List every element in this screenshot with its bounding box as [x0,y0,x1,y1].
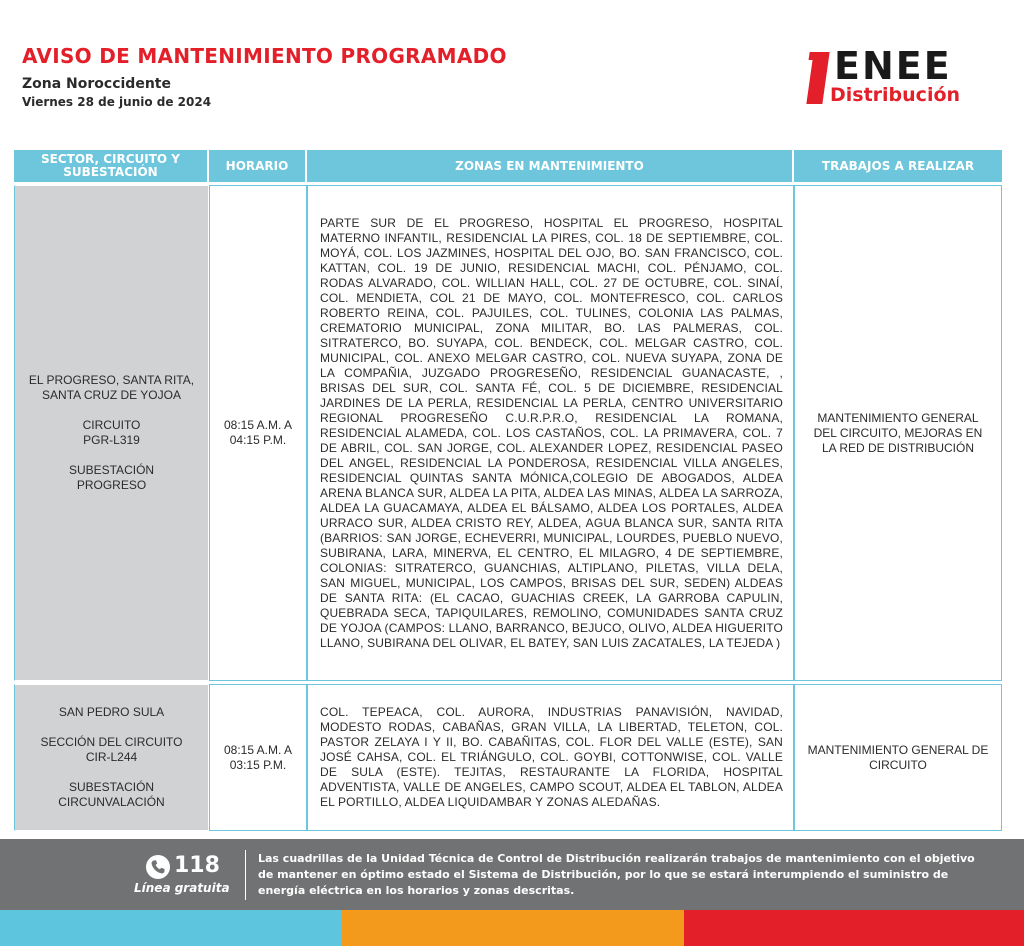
trabajos-cell: MANTENIMIENTO GENERAL DE CIRCUITO [794,684,1002,831]
color-bar-orange [342,910,684,946]
horario-start: 08:15 A.M. A [223,418,293,432]
header-sector: SECTOR, CIRCUITO Y SUBESTACIÓN [14,150,209,182]
horario-cell [209,684,307,831]
logo-brand: ENEE [834,44,952,88]
substation-name: PROGRESO [76,478,147,492]
table-row [14,684,1002,831]
sector-line: EL PROGRESO, SANTA RITA, [28,373,195,387]
substation-label: SUBESTACIÓN [68,463,155,477]
circuit-label: SECCIÓN DEL CIRCUITO [40,735,183,749]
enee-logo [806,44,996,108]
sector-line: SANTA CRUZ DE YOJOA [42,388,181,402]
circuit-label: CIRCUITO [82,418,141,432]
header-trabajos: TRABAJOS A REALIZAR [794,150,1002,182]
table-header-row [14,150,1002,182]
substation-name: CIRCUNVALACIÓN [58,795,165,809]
zonas-cell: PARTE SUR DE EL PROGRESO, HOSPITAL EL PROGRESO, HOSPITAL MATERNO INFANTIL, RESIDENCIAL LA PIRES, COL. 18 DE SEPTIEMBRE, COL. MOYÁ, COL. LOS JAZMINES, HOSPITAL DEL OJO, BO. SAN FRANCISCO, COL. KATTAN, COL. 19 DE JUNIO, RESIDENCIAL MACHI, COL. PÉNJAMO, COL. RODAS ALVARADO, COL. WILLIAN HALL, COL. 27 DE OCTUBRE, COL. SINAÍ, COL. MENDIETA, COL 21 DE MAYO, COL. MONTEFRESCO, COL. CARLOS ROBERTO REINA, COL. PAJUILES, COL. TULINES, COLONIA LAS PALMAS, CREMATORIO MUNICIPAL, ZONA MILITAR, BO. LAS PALMERAS, COL. SITRATERCO, BO. SUYAPA, COL. BENDECK, COL. MELGAR CASTRO, COL. MUNICIPAL, COL. ANEXO MELGAR CASTRO, COL. NUEVA SUYAPA, ZONA DE LA COMPAÑIA, JUZGADO PROGRESEÑO, RESIDENCIAL GUANACASTE, , BRISAS DEL SUR, COL. SANTA FÉ, COL. 5 DE DICIEMBRE, RESIDENCIAL JARDINES DE LA PERLA, RESIDENCIAL LA PERLA, CENTRO UNIVERSITARIO REGIONAL PROGRESEÑO C.U.R.P.R.O, RESIDENCIAL LA ROMANA, RESIDENCIAL ALAMEDA, COL. LOS CASTAÑOS, COL. LA PRIMAVERA, COL. 7 DE ABRIL, COL. SAN JORGE, COL. ALEXANDER LOPEZ, RESIDENCIAL PASEO DEL ANGEL, RESIDENCIAL LA PONDEROSA, RESIDENCIAL VILLA ANGELES, RESIDENCIAL QUINTAS SANTA MÓNICA,COLEGIO DE ABOGADOS, ALDEA ARENA BLANCA SUR, ALDEA LA PITA, ALDEA LAS MINAS, ALDEA LA SARROZA, ALDEA LA GUACAMAYA, ALDEA EL BÁLSAMO, ALDEA LOS PORTALES, ALDEA URRACO SUR, ALDEA CRISTO REY, ALDEA, AGUA BLANCA SUR, SANTA RITA (BARRIOS: SAN JORGE, ECHEVERRI, MUNICIPAL, LOURDES, PUEBLO NUEVO, SUBIRANA, LARA, MINERVA, EL CENTRO, EL MILAGRO, 4 DE SEPTIEMBRE, COLONIAS: SITRATERCO, GUANCHIAS, ALTIPLANO, PILETAS, VILLA DELA, SAN MIGUEL, MUNICIPAL, LOS CAMPOS, BRISAS DEL SUR, SEDEN) ALDEAS DE SANTA RITA: (EL CACAO, GUACHIAS CREEK, LA GARROBA CAPULIN, QUEBRADA SECA, TAPIQUILARES, REMOLINO, COMUNIDADES SANTA CRUZ DE YOJOA (CAMPOS: LLANO, BARRANCO, BEJUCO, OLIVO, ALDEA HIGUERITO LLANO, SUBIRANA DEL OLIVAR, EL BATEY, SAN LUIS ZACATALES, LA TEJEDA ) [307,185,794,681]
sector-cell [14,684,209,831]
maintenance-table [14,150,1002,831]
page-title: AVISO DE MANTENIMIENTO PROGRAMADO [22,44,507,68]
phone-number: 118 [174,853,220,878]
horario-end: 03:15 P.M. [229,757,287,772]
header-horario: HORARIO [209,150,307,182]
zonas-cell: COL. TEPEACA, COL. AURORA, INDUSTRIAS PANAVISIÓN, NAVIDAD, MODESTO RODAS, CABAÑAS, GRAN VILLA, LA LIBERTAD, TELETON, COL. PASTOR ZELAYA I Y II, BO. CABAÑITAS, COL. FLOR DEL VALLE (ESTE), SAN JOSÉ CAHSA, COL. EL TRIÁNGULO, COL. GOYBI, COTTONWISE, COL. VALLE DE SULA (ESTE). TEJITAS, RESTAURANTE LA FLORIDA, HOSPITAL ADVENTISTA, VALLE DE ANGELES, CAMPO SCOUT, ALDEA EL TABLON, ALDEA EL PORTILLO, ALDEA LIQUIDAMBAR Y ZONAS ALEDAÑAS. [307,684,794,831]
date-subtitle: Viernes 28 de junio de 2024 [22,95,212,109]
circuit-code: CIR-L244 [85,750,138,764]
logo-subtitle: Distribución [830,84,961,106]
horario-end: 04:15 P.M. [229,433,287,447]
phone-icon [146,855,170,879]
sector-cell [14,185,209,681]
phone-label: Línea gratuita [134,881,230,895]
horario-start: 08:15 A.M. A [223,742,293,757]
substation-label: SUBESTACIÓN [68,780,155,794]
color-bar-red [684,910,1024,946]
table-row [14,185,1002,681]
zone-subtitle: Zona Noroccidente [22,76,171,92]
header-zonas: ZONAS EN MANTENIMIENTO [307,150,794,182]
circuit-code: PGR-L319 [83,433,140,447]
color-bar-blue [0,910,342,946]
trabajos-cell: MANTENIMIENTO GENERAL DEL CIRCUITO, MEJORAS EN LA RED DE DISTRIBUCIÓN [794,185,1002,681]
footer-notice: Las cuadrillas de la Unidad Técnica de Control de Distribución realizarán trabajos de mantenimiento con el objetivo de mantener en óptimo estado el Sistema de Distribución, por lo que se estará interumpiendo el suministro de energía eléctrica en los horarios y zonas descritas. [258,852,975,897]
logo-mark-icon [806,52,829,104]
footer-band [0,839,1024,910]
horario-cell [209,185,307,681]
sector-line: SAN PEDRO SULA [58,705,165,719]
footer-divider [245,850,246,900]
